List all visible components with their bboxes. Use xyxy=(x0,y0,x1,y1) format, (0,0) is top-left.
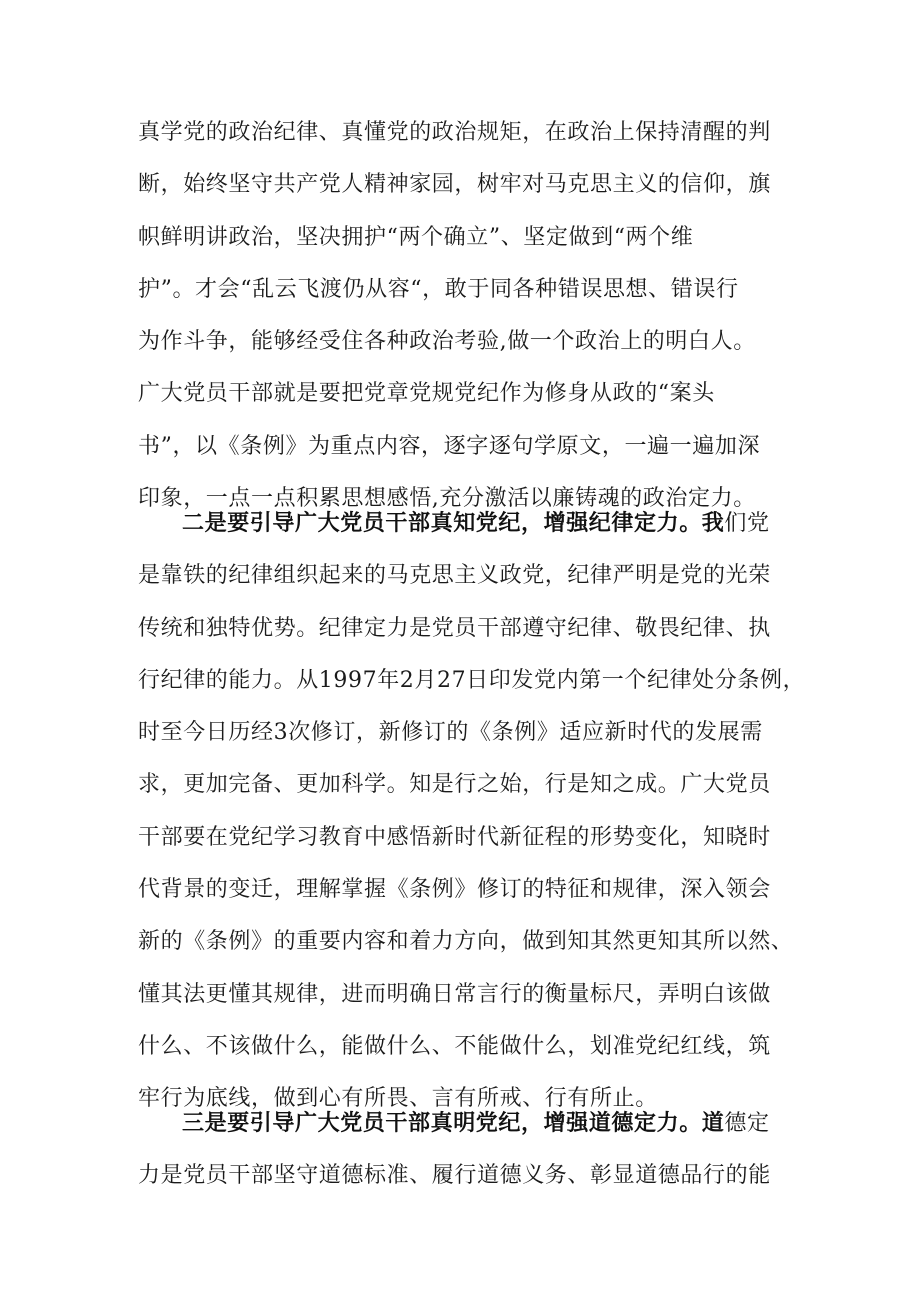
text-line xyxy=(138,707,788,759)
line-text: 们党 xyxy=(724,511,770,536)
paragraph-morality xyxy=(138,1098,788,1203)
text-line xyxy=(138,1021,788,1073)
line-text: 广大党员干部就是要把党章党规党纪作为修身从政的“案头 xyxy=(138,381,715,407)
line-text: 书”，以《条例》为重点内容，逐字逐句学原文，一遍一遍加深 xyxy=(138,433,761,459)
line-text: 真学党的政治纪律、真懂党的政治规矩，在政治上保持清醒的判 xyxy=(138,120,771,145)
line-text: 时至今日历经3次修订，新修订的《条例》适应新时代的发展需 xyxy=(138,720,763,746)
line-text: 印象，一点一点积累思想感悟,充分激活以廉铸魂的政治定力。 xyxy=(138,486,756,512)
line-text: 传统和独特优势。纪律定力是党员干部遵守纪律、敬畏纪律、执 xyxy=(138,615,771,641)
section-heading: 二是要引导广大党员干部真知党纪，增强纪律定力。我 xyxy=(182,511,725,536)
line-text: 德定 xyxy=(724,1111,770,1136)
line-text: 为作斗争，能够经受住各种政治考验,做一个政治上的明白人。 xyxy=(138,329,756,355)
text-line xyxy=(138,316,788,368)
text-line xyxy=(138,864,788,916)
text-line xyxy=(138,969,788,1021)
line-text: 断，始终坚守共产党人精神家园，树牢对马克思主义的信仰，旗 xyxy=(138,172,771,198)
line-text: 力是党员干部坚守道德标准、履行道德义务、彰显道德品行的能 xyxy=(138,1163,771,1189)
text-line xyxy=(138,212,788,264)
text-line xyxy=(138,421,788,473)
text-line xyxy=(138,1098,788,1150)
line-text: 帜鲜明讲政治，坚决拥护“两个确立”、坚定做到“两个维 xyxy=(138,224,694,250)
text-line xyxy=(138,107,788,159)
section-heading: 三是要引导广大党员干部真明党纪，增强道德定力。道 xyxy=(182,1111,725,1136)
text-line xyxy=(138,368,788,420)
text-line xyxy=(138,655,806,707)
line-text: 懂其法更懂其规律，进而明确日常言行的衡量标尺，弄明白该做 xyxy=(138,981,771,1007)
paragraph-discipline xyxy=(138,498,806,1126)
line-text: 代背景的变迁，理解掌握《条例》修订的特征和规律，深入领会 xyxy=(138,877,771,903)
text-line xyxy=(138,603,788,655)
line-text: 求，更加完备、更加科学。知是行之始，行是知之成。广大党员 xyxy=(138,772,771,798)
text-line xyxy=(138,759,788,811)
paragraph-political-stance xyxy=(138,107,788,525)
line-text: 护”。才会“乱云飞渡仍从容“，敢于同各种错误思想、错误行 xyxy=(138,276,739,302)
line-text: 什么、不该做什么，能做什么、不能做什么，划准党纪红线，筑 xyxy=(138,1033,771,1059)
text-line xyxy=(138,498,788,550)
line-text: 牢行为底线，做到心有所畏、言有所戒、行有所止。 xyxy=(138,1086,658,1112)
text-line xyxy=(138,1150,788,1202)
text-line xyxy=(138,550,788,602)
line-text: 新的《条例》的重要内容和着力方向，做到知其然更知其所以然、 xyxy=(138,929,794,955)
line-text: 行纪律的能力。从1997年2月27日印发党内第一个纪律处分条例， xyxy=(138,667,806,693)
text-line xyxy=(138,812,788,864)
line-text: 是靠铁的纪律组织起来的马克思主义政党，纪律严明是党的光荣 xyxy=(138,563,771,589)
text-line xyxy=(138,264,788,316)
text-line xyxy=(138,916,794,968)
line-text: 干部要在党纪学习教育中感悟新时代新征程的形势变化，知晓时 xyxy=(138,824,771,850)
text-line xyxy=(138,159,788,211)
